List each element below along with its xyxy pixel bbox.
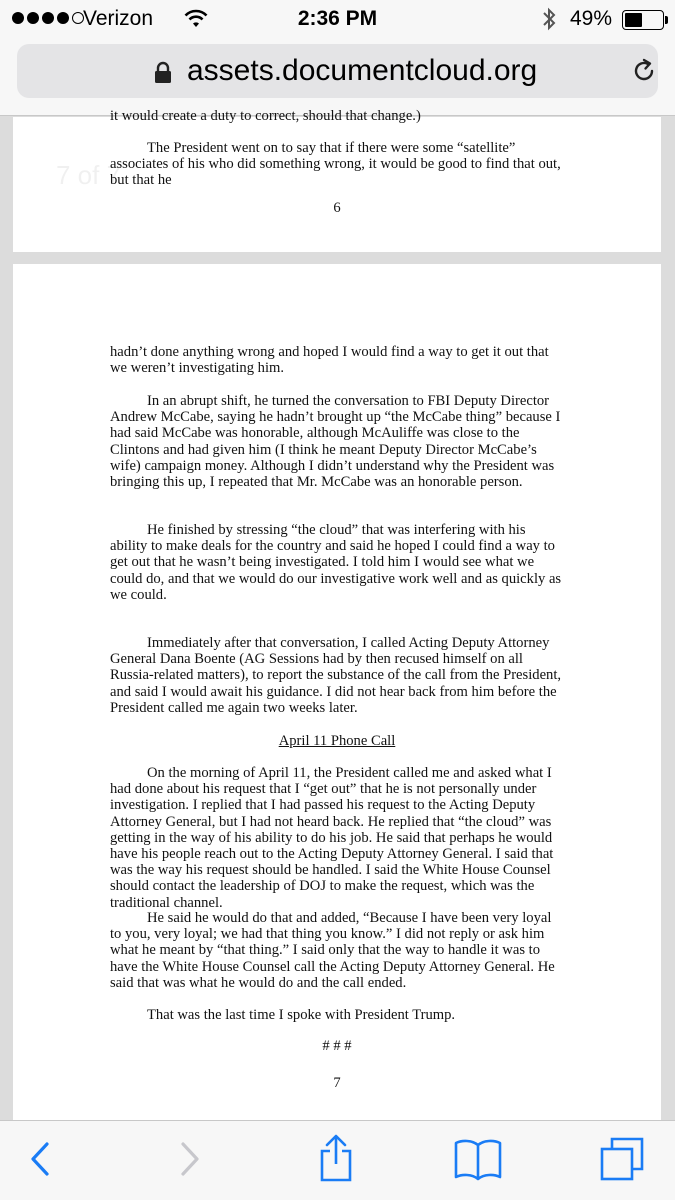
paragraph: He said he would do that and added, “Because I have been very loyal to you, very loyal; we had that thing you know.” I did not reply or ask him what he meant by “that thing.” I said only that the way to handle it was to have the White House Counsel call the Acting Deputy Attorney General. He said that was what he would do and the call ended. bbox=[110, 910, 555, 991]
address-field[interactable] bbox=[17, 44, 658, 98]
section-heading: April 11 Phone Call bbox=[278, 733, 396, 749]
bottom-toolbar bbox=[0, 1120, 675, 1200]
page-number: 6 bbox=[333, 200, 341, 216]
paragraph: That was the last time I spoke with President Trump. bbox=[147, 1007, 456, 1023]
reload-icon[interactable] bbox=[630, 57, 658, 90]
paragraph: Immediately after that conversation, I called Acting Deputy Attorney General Dana Boente (AG Sessions had by then recused himself on all Russia-related matters), to report the substance of the call from the President, and said I would await his guidance. I did not hear back from him before the President called me again two weeks later. bbox=[110, 635, 562, 716]
back-icon bbox=[28, 1139, 52, 1184]
document-viewer[interactable] bbox=[0, 108, 675, 1120]
bookmarks-icon bbox=[452, 1137, 504, 1186]
share-icon bbox=[316, 1134, 356, 1189]
paragraph: He finished by stressing “the cloud” that was interfering with his ability to make deals for the country and said he hoped I could find a way to get out that he wasn’t being investigated. I told him I would see what we could do, and that we would do our investigative work well and as quickly as we could. bbox=[110, 522, 562, 603]
end-mark: # # # bbox=[322, 1038, 352, 1054]
paragraph: hadn’t done anything wrong and hoped I would find a way to get it out that we weren’t investigating him. bbox=[110, 344, 549, 377]
forward-button[interactable] bbox=[166, 1137, 214, 1185]
carrier-name: Verizon bbox=[83, 7, 154, 30]
battery-percent: 49% bbox=[570, 7, 613, 30]
clock: 2:36 PM bbox=[297, 7, 378, 30]
url-text[interactable]: assets.documentcloud.org bbox=[187, 54, 538, 87]
paragraph: On the morning of April 11, the President called me and asked what I had done about his request that I “get out” that he is not personally under investigation. I replied that I had passed his request to the Acting Deputy Attorney General, but I had not heard back. He replied that “the cloud” was getting in the way of his ability to do his job. He said that perhaps he would have his people reach out to the Acting Deputy Attorney General. I said that was the way his request should be handled. I said the White House Counsel should contact the leadership of DOJ to make the request, which was the traditional channel. bbox=[110, 765, 554, 911]
document-page-6 bbox=[13, 108, 661, 252]
status-bar bbox=[0, 0, 675, 40]
address-bar-area bbox=[0, 40, 675, 116]
paragraph: In an abrupt shift, he turned the conversation to FBI Deputy Director Andrew McCabe, saying he hadn’t brought up “the McCabe thing” because I had said McCabe was honorable, although McAuliffe was close to the Clintons and had given him (I think he meant Deputy Director McCabe’s wife) campaign money. Although I didn’t understand why the President was bringing this up, I repeated that Mr. McCabe was an honorable person. bbox=[110, 393, 561, 491]
tabs-button[interactable] bbox=[598, 1137, 646, 1185]
tabs-icon bbox=[598, 1135, 646, 1188]
cut-off-text-line: it would create a duty to correct, should that change.) bbox=[110, 108, 421, 124]
battery-icon bbox=[622, 10, 664, 30]
lock-icon bbox=[153, 61, 173, 90]
bluetooth-icon bbox=[541, 6, 557, 38]
bookmarks-button[interactable] bbox=[454, 1137, 502, 1185]
document-page-7 bbox=[13, 264, 661, 1120]
back-button[interactable] bbox=[16, 1137, 64, 1185]
paragraph: The President went on to say that if there were some “satellite” associates of his who did something wrong, it would be good to find that out, but that he bbox=[110, 140, 561, 189]
share-button[interactable] bbox=[312, 1137, 360, 1185]
page-number: 7 bbox=[333, 1075, 341, 1091]
forward-icon bbox=[178, 1139, 202, 1184]
page-indicator: 7 of 7 bbox=[56, 160, 122, 190]
